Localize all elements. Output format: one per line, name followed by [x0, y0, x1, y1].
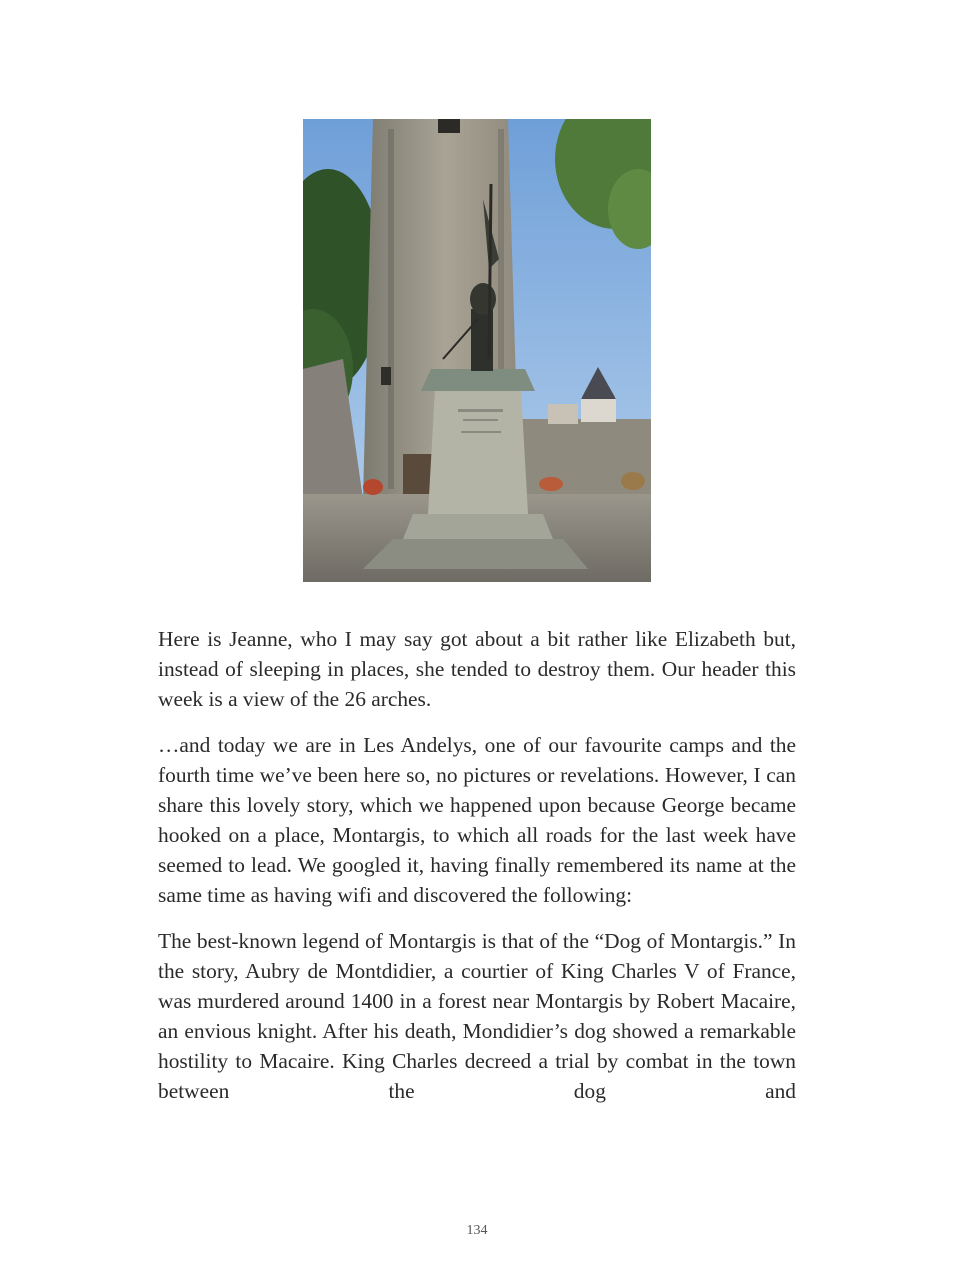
- paragraph-2: …and today we are in Les Andelys, one of our favourite camps and the fourth time we’ve been here so, no pictures or revelations. However, I can share this lovely story, which we happened upon because George became hooked on a place, Montargis, to which all roads for the last week have seemed to lead. We googled it, having finally remembered its name at the same time as having wifi and discovered the following:: [158, 733, 796, 907]
- page-number: 134: [466, 1223, 488, 1238]
- statue-photo: [303, 119, 651, 582]
- body-text: [158, 624, 796, 1122]
- paragraph-3: The best-known legend of Montargis is that of the “Dog of Montargis.” In the story, Aubry de Montdidier, a courtier of King Charles V of France, was murdered around 1400 in a forest near Montargis by Robert Macaire, an envious knight. After his death, Mondidier’s dog showed a remarkable hostility to Macaire. King Charles decreed a trial by combat in the town between the dog and: [158, 929, 796, 1103]
- paragraph-1: Here is Jeanne, who I may say got about a bit rather like Elizabeth but, instead of sleeping in places, she tended to destroy them. Our header this week is a view of the 26 arches.: [158, 627, 796, 711]
